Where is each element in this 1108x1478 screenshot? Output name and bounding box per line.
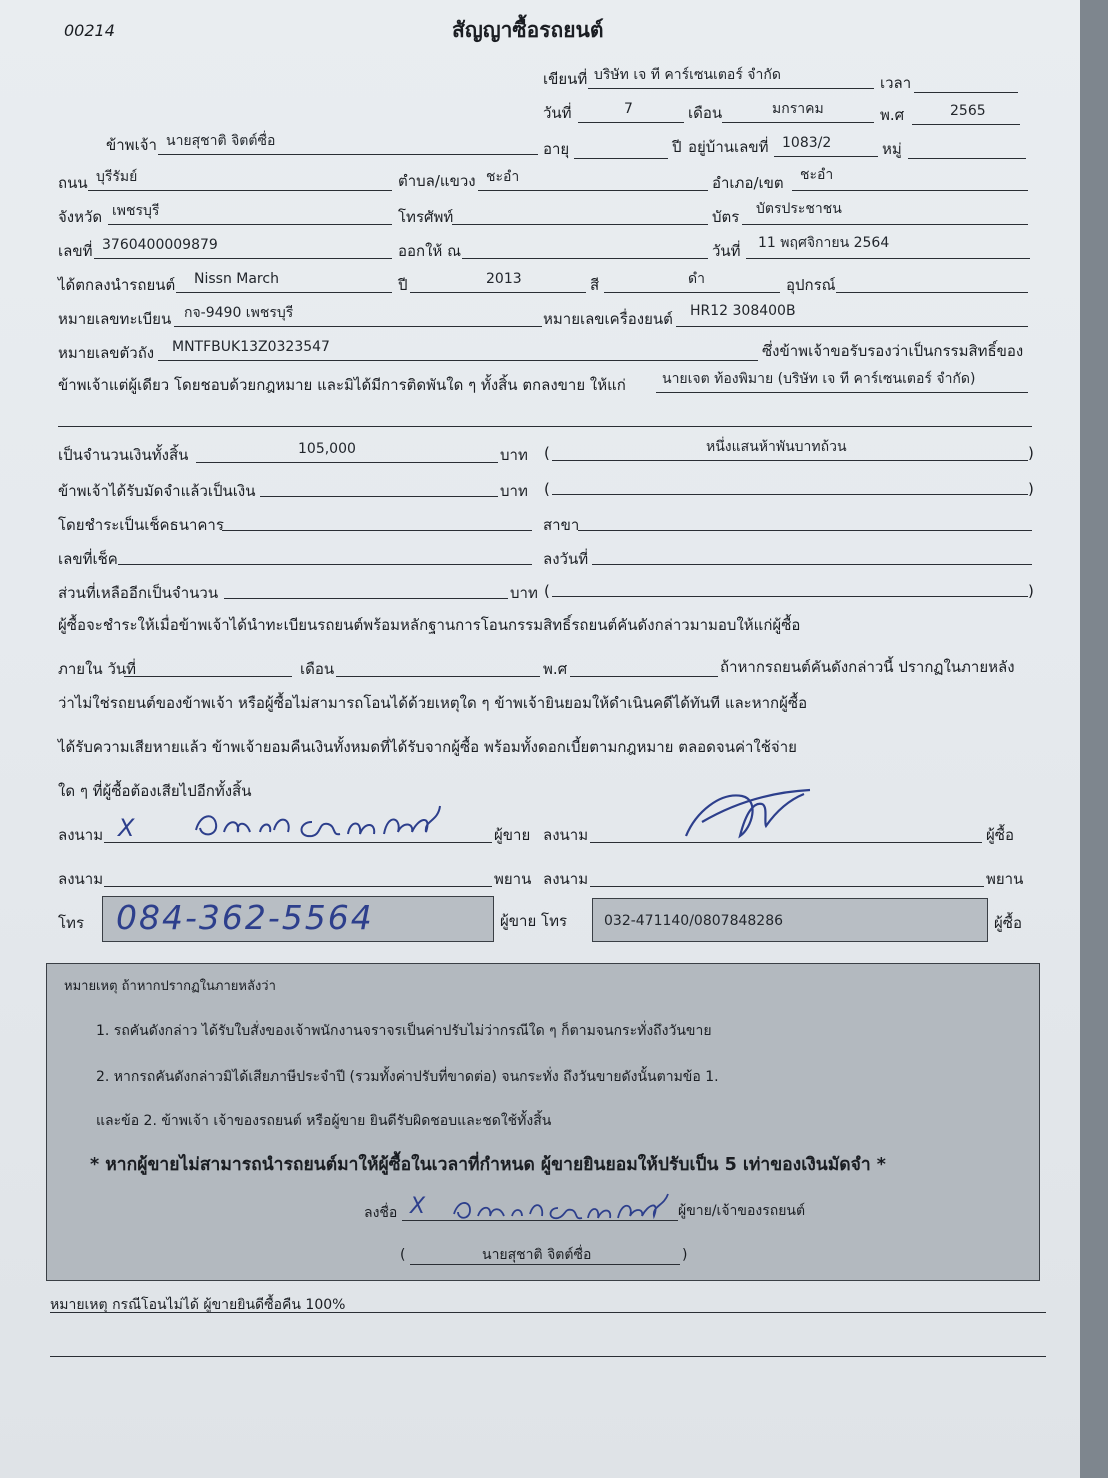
house-no: 1083/2: [782, 135, 832, 151]
terms-line-3: ว่าไม่ใช่รถยนต์ของข้าพเจ้า หรือผู้ซื้อไม่สามารถโอนได้ด้วยเหตุใด ๆ ข้าพเจ้ายินยอมให้ดำเนินคดีได้ทันที และหากผู้ซื้อ: [58, 694, 808, 712]
issued-date-value: 11 พฤศจิกายน 2564: [758, 235, 890, 251]
seller-signature: [188, 792, 468, 848]
cheque-no-line: [118, 564, 532, 565]
buyer-phone-value: 032-471140/0807848286: [604, 913, 784, 929]
model-value: Nissn March: [194, 271, 279, 287]
year-value: 2565: [950, 103, 986, 119]
cheque-label: โดยชำระเป็นเช็คธนาคาร: [58, 516, 224, 534]
color-line: [604, 292, 780, 293]
cheque-no-label: เลขที่เช็ค: [58, 550, 118, 568]
road-label: ถนน: [58, 174, 88, 192]
written-at-line: [588, 88, 874, 89]
issued-at-label: ออกให้ ณ: [398, 242, 461, 260]
witness1-line: [104, 886, 492, 887]
witness1-sign-label: ลงนาม: [58, 870, 104, 888]
accessories-label: อุปกรณ์: [786, 276, 836, 294]
road-line: [88, 190, 392, 191]
branch-label: สาขา: [543, 516, 580, 534]
model-line: [176, 292, 392, 293]
subdistrict-line: [478, 190, 708, 191]
name-paren-close: ): [682, 1247, 688, 1263]
note-sign-label: ลงชื่อ: [364, 1205, 398, 1221]
date-label: วันที่: [543, 104, 572, 122]
deposit-baht: บาท: [500, 482, 528, 500]
subdistrict-value: ชะอำ: [486, 169, 520, 185]
buyer-phone-role: ผู้ซื้อ: [994, 914, 1022, 932]
cheque-date-line: [592, 564, 1032, 565]
plate-label: หมายเลขทะเบียน: [58, 310, 172, 328]
total-label: เป็นจำนวนเงินทั้งสิ้น: [58, 446, 189, 464]
buyer-value: นายเจต ท้องพิมาย (บริษัท เจ ที คาร์เซนเตอร์ จำกัด): [662, 371, 976, 387]
name-line: [158, 154, 538, 155]
chassis-label: หมายเลขตัวถัง: [58, 344, 155, 362]
name-paren-open: (: [400, 1247, 406, 1263]
paren-open-3: (: [544, 582, 550, 600]
vehicle-year-line: [410, 292, 586, 293]
within-month-label: เดือน: [300, 660, 335, 678]
terms-line-2-end: ถ้าหากรถยนต์คันดังกล่าวนี้ ปรากฏในภายหลัง: [720, 658, 1015, 676]
date-line: [578, 122, 684, 123]
within-year-line: [570, 676, 718, 677]
penalty-text: * หากผู้ขายไม่สามารถนำรถยนต์มาให้ผู้ซื้อในเวลาที่กำหนด ผู้ขายยินยอมให้ปรับเป็น 5 เท่าของเงินมัดจำ *: [90, 1155, 886, 1175]
year-label: พ.ศ: [880, 106, 905, 124]
paren-close-1: ): [1028, 444, 1034, 462]
printed-name: นายสุชาติ จิตต์ซื่อ: [482, 1247, 592, 1263]
footer-note: หมายเหตุ กรณีโอนไม่ได้ ผู้ขายยินดีซื้อคืน 100%: [50, 1297, 346, 1313]
id-value: 3760400009879: [102, 237, 218, 253]
cheque-date-label: ลงวันที่: [543, 550, 589, 568]
province-line: [108, 224, 392, 225]
paren-close-2: ): [1028, 480, 1034, 498]
seller-name: นายสุชาติ จิตต์ซื่อ: [166, 133, 276, 149]
certify-text: ซึ่งข้าพเจ้าขอรับรองว่าเป็นกรรมสิทธิ์ของ: [762, 342, 1024, 360]
time-label: เวลา: [880, 74, 912, 92]
deposit-line: [260, 496, 498, 497]
seller-phone-label: โทร: [58, 914, 85, 932]
card-label: บัตร: [712, 208, 740, 226]
terms-line-1: ผู้ซื้อจะชำระให้เมื่อข้าพเจ้าได้นำทะเบียนรถยนต์พร้อมหลักฐานการโอนกรรมสิทธิ์รถยนต์คันดังกล่าวมามอบให้แก่ผู้ซื้อ: [58, 616, 801, 634]
seller-role-label: ผู้ขาย: [494, 826, 531, 844]
year-line: [912, 124, 1020, 125]
plate-value: กจ-9490 เพชรบุรี: [184, 305, 294, 321]
district-label: อำเภอ/เขต: [712, 174, 784, 192]
phone-label: โทรศัพท์: [398, 208, 454, 226]
issued-at-line: [462, 258, 708, 259]
note-heading: หมายเหตุ ถ้าหากปรากฏในภายหลังว่า: [64, 979, 276, 994]
note-item-1: 1. รถคันดังกล่าว ได้รับใบสั่งของเจ้าพนักงานจราจรเป็นค่าปรับไม่ว่ากรณีใด ๆ ก็ตามจนกระทั่งถึงวันขาย: [96, 1023, 712, 1039]
deposit-label: ข้าพเจ้าได้รับมัดจำแล้วเป็นเงิน: [58, 482, 256, 500]
chassis-value: MNTFBUK13Z0323547: [172, 339, 330, 355]
total-words: หนึ่งแสนห้าพันบาทถ้วน: [706, 439, 847, 455]
issued-date-line: [746, 258, 1030, 259]
phone-line: [452, 224, 708, 225]
date-value: 7: [624, 101, 633, 117]
id-line: [94, 258, 392, 259]
house-no-label: อยู่บ้านเลขที่: [688, 138, 769, 156]
printed-name-line: [410, 1264, 680, 1265]
within-month-line: [336, 676, 540, 677]
total-value: 105,000: [298, 441, 356, 457]
age-line: [574, 158, 668, 159]
buyer-signature: [676, 782, 816, 842]
color-value: ดำ: [688, 271, 705, 287]
seller-phone-value: 084-362-5564: [116, 898, 374, 937]
remain-line: [224, 598, 508, 599]
cheque-line: [222, 530, 532, 531]
engine-line: [676, 326, 1028, 327]
total-baht: บาท: [500, 446, 528, 464]
witness1-role: พยาน: [494, 870, 532, 888]
road-value: บุรีรัมย์: [96, 169, 138, 185]
within-label: ภายใน วันที่: [58, 660, 137, 678]
age-label: อายุ: [543, 140, 570, 158]
paren-open-1: (: [544, 444, 550, 462]
accessories-line: [836, 292, 1028, 293]
month-label: เดือน: [688, 104, 723, 122]
engine-value: HR12 308400B: [690, 303, 796, 319]
remain-baht: บาท: [510, 584, 538, 602]
province-label: จังหวัด: [58, 208, 103, 226]
moo-label: หมู่: [882, 140, 902, 158]
seller-phone-role: ผู้ขาย โทร: [500, 912, 568, 930]
footer-line-1: [50, 1312, 1046, 1313]
agree-label: ได้ตกลงนำรถยนต์: [58, 276, 176, 294]
document-number: 00214: [64, 21, 115, 40]
card-line: [742, 224, 1028, 225]
buyer-line: [656, 392, 1028, 393]
buyer-sign-label: ลงนาม: [543, 826, 589, 844]
note-item-2: 2. หากรถคันดังกล่าวมิได้เสียภาษีประจำปี (รวมทั้งค่าปรับที่ขาดต่อ) จนกระทั่ง ถึงวันขายดังนั้นตามข้อ 1.: [96, 1069, 719, 1085]
witness2-sign-label: ลงนาม: [543, 870, 589, 888]
seller-sign-label: ลงนาม: [58, 826, 104, 844]
buyer-sign-line: [590, 842, 982, 843]
district-line: [792, 190, 1028, 191]
id-label: เลขที่: [58, 242, 93, 260]
footer-line-2: [50, 1356, 1046, 1357]
remain-words-line: [552, 596, 1028, 597]
subdistrict-label: ตำบล/แขวง: [398, 172, 476, 190]
deposit-words-line: [552, 494, 1028, 495]
vehicle-year: 2013: [486, 271, 522, 287]
written-at-value: บริษัท เจ ที คาร์เซนเตอร์ จำกัด: [594, 67, 781, 83]
engine-label: หมายเลขเครื่องยนต์: [543, 310, 673, 328]
branch-line: [578, 530, 1032, 531]
sole-owner-text: ข้าพเจ้าแต่ผู้เดียว โดยชอบด้วยกฎหมาย และมิได้มีการติดพันใด ๆ ทั้งสิ้น ตกลงขาย ให้แก่: [58, 376, 626, 394]
time-line: [914, 92, 1018, 93]
within-date-line: [124, 676, 292, 677]
month-value: มกราคม: [772, 101, 824, 117]
vehicle-year-label: ปี: [398, 276, 408, 294]
i-label: ข้าพเจ้า: [106, 136, 157, 154]
card-value: บัตรประชาชน: [756, 201, 842, 217]
remain-label: ส่วนที่เหลืออีกเป็นจำนวน: [58, 584, 219, 602]
buyer-role-label: ผู้ซื้อ: [986, 826, 1014, 844]
years-label: ปี: [672, 138, 682, 156]
month-line: [722, 122, 874, 123]
seller-sign-mark: X: [118, 814, 135, 842]
note-signature: [448, 1184, 688, 1230]
terms-line-5: ใด ๆ ที่ผู้ซื้อต้องเสียไปอีกทั้งสิ้น: [58, 782, 252, 800]
background-edge: [1080, 0, 1108, 1478]
terms-line-4: ได้รับความเสียหายแล้ว ข้าพเจ้ายอมคืนเงินทั้งหมดที่ได้รับจากผู้ซื้อ พร้อมทั้งดอกเบี้ยตามกฎหมาย ตลอดจนค่าใช้จ่าย: [58, 738, 797, 756]
color-label: สี: [590, 276, 600, 294]
plate-line: [174, 326, 542, 327]
note-sign-role: ผู้ขาย/เจ้าของรถยนต์: [678, 1203, 806, 1219]
total-words-line: [552, 460, 1028, 461]
written-at-label: เขียนที่: [543, 70, 588, 88]
paren-close-3: ): [1028, 582, 1034, 600]
within-year-label: พ.ศ: [543, 660, 568, 678]
blank-line: [58, 426, 1032, 427]
witness2-line: [590, 886, 984, 887]
province-value: เพชรบุรี: [112, 203, 160, 219]
moo-line: [908, 158, 1026, 159]
note-sign-mark: X: [410, 1194, 426, 1219]
house-no-line: [774, 156, 878, 157]
witness2-role: พยาน: [986, 870, 1024, 888]
district-value: ชะอำ: [800, 167, 834, 183]
paren-open-2: (: [544, 480, 550, 498]
chassis-line: [158, 360, 758, 361]
issued-date-label: วันที่: [712, 242, 741, 260]
page-title: สัญญาซื้อรถยนต์: [452, 18, 604, 42]
total-line: [196, 462, 498, 463]
note-item-3: และข้อ 2. ข้าพเจ้า เจ้าของรถยนต์ หรือผู้ขาย ยินดีรับผิดชอบและชดใช้ทั้งสิ้น: [96, 1113, 552, 1129]
